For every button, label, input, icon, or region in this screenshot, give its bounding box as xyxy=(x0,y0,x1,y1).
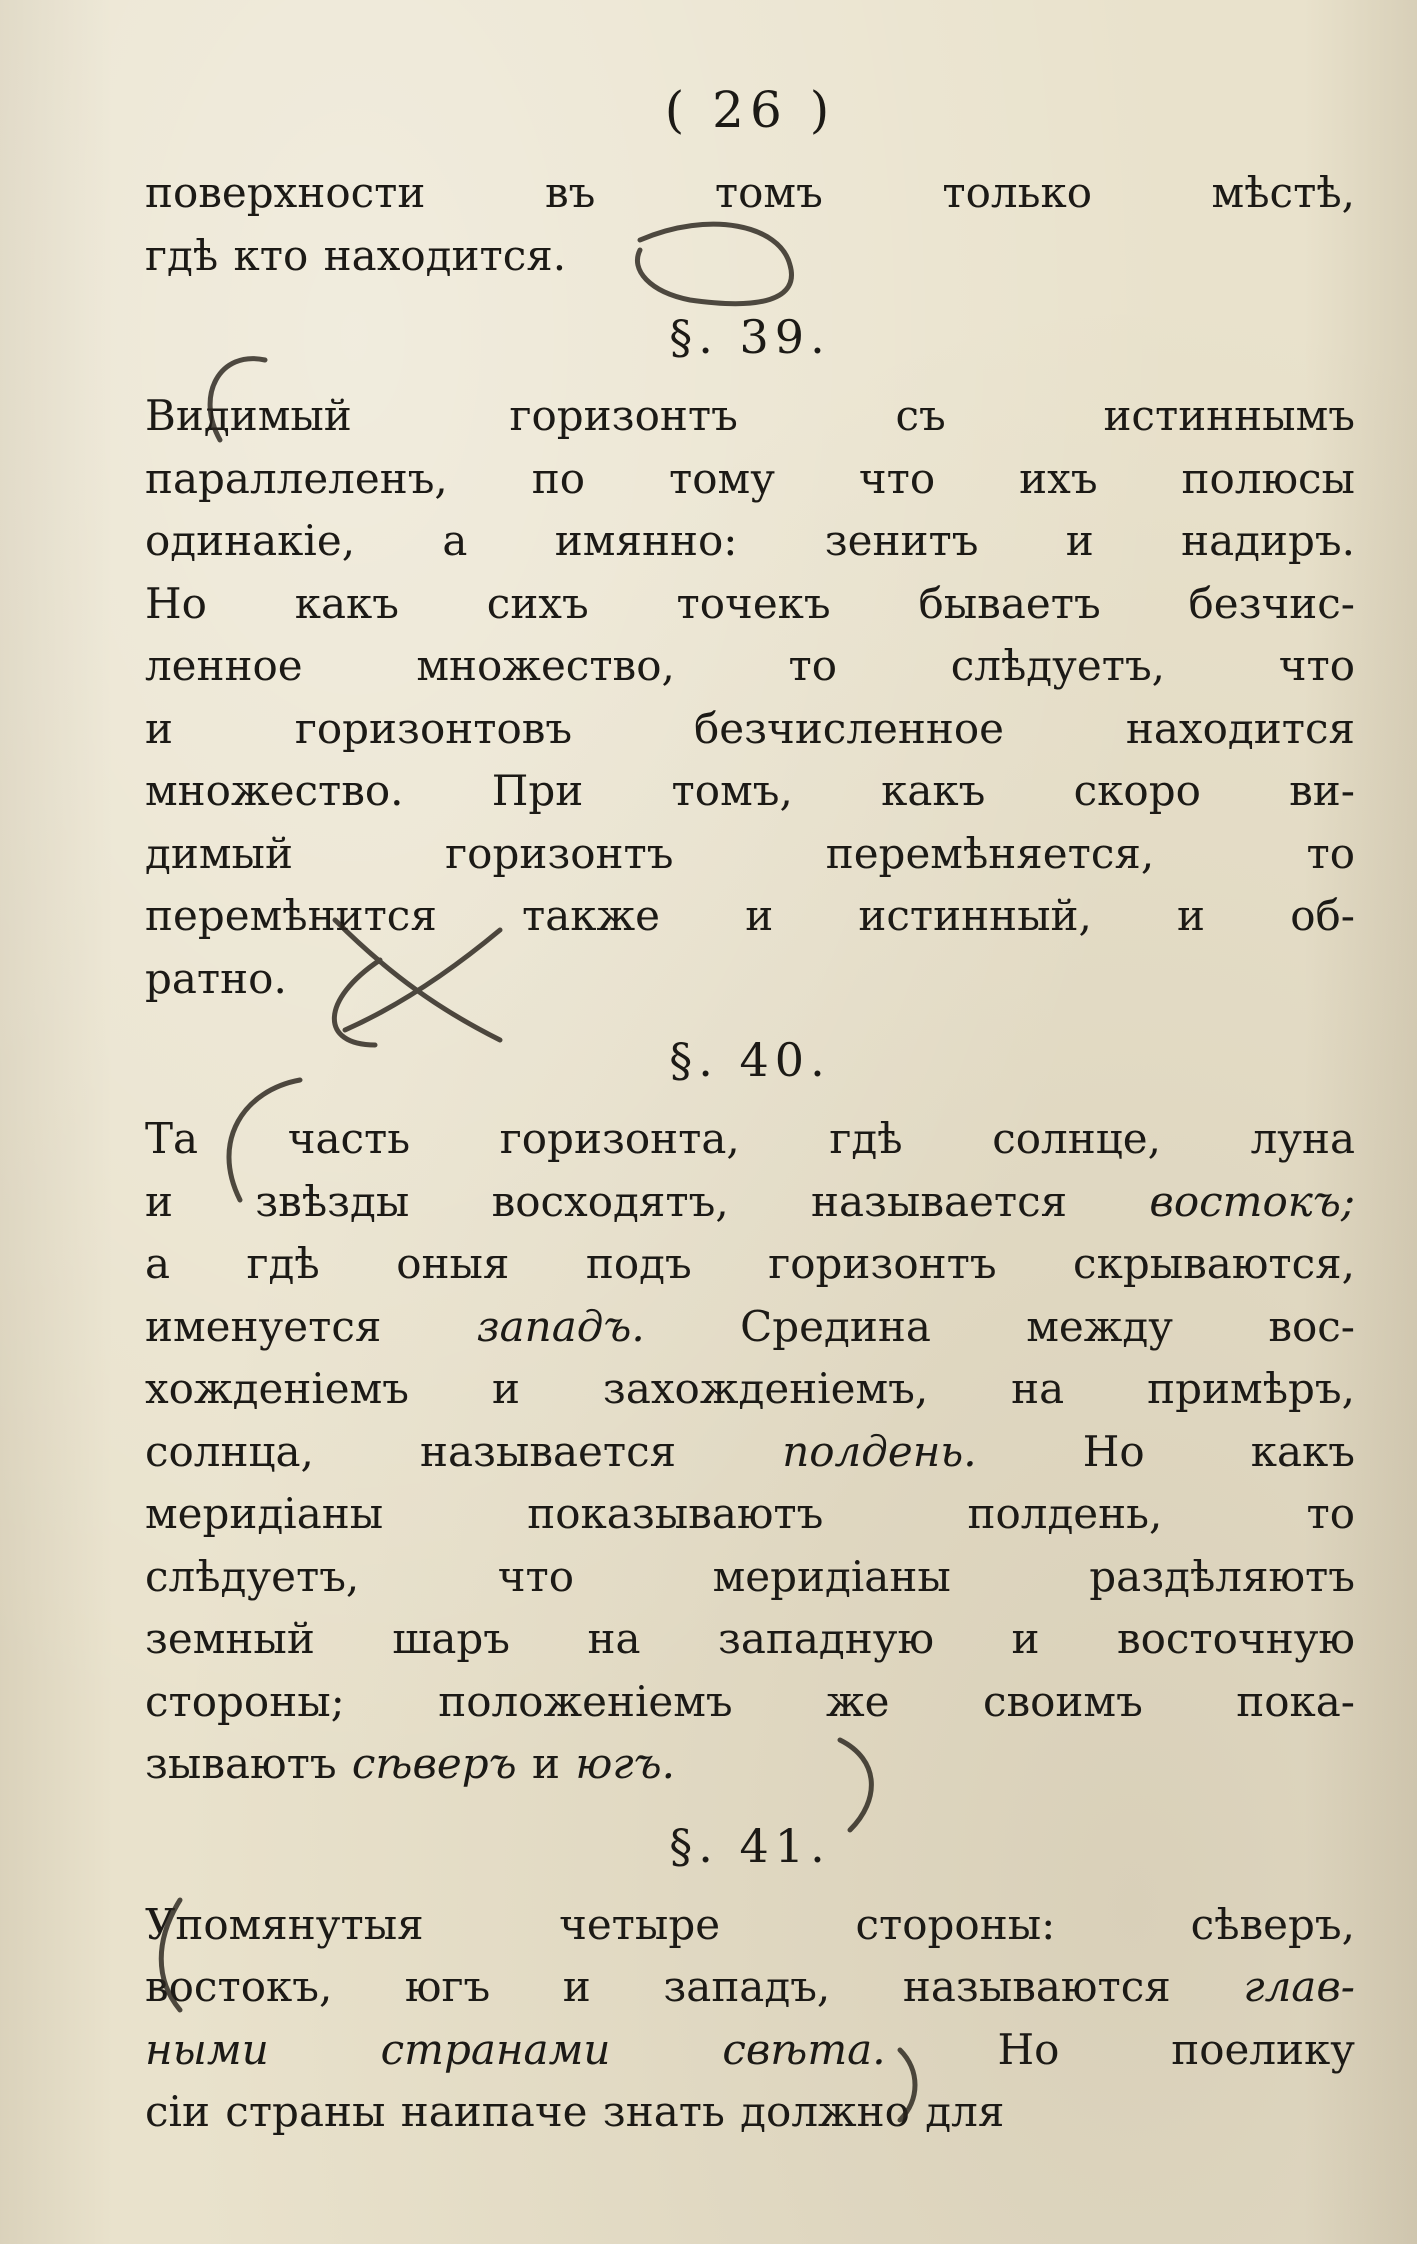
text-line xyxy=(145,1108,1355,1171)
text-segment: хожденіемъ и захожденіемъ, на примѣръ, xyxy=(145,1364,1355,1413)
text-segment: зываютъ xyxy=(145,1739,352,1788)
text-line xyxy=(145,635,1355,698)
text-segment: востокъ, югъ и западъ, называются xyxy=(145,1962,1244,2011)
text-line xyxy=(145,225,1355,288)
italic-term: востокъ; xyxy=(1149,1176,1355,1226)
text-segment: поверхности въ томъ только мѣстѣ, xyxy=(145,168,1355,217)
text-line xyxy=(145,1421,1355,1484)
text-segment: множество. При томъ, какъ скоро ви- xyxy=(145,766,1355,815)
text-line xyxy=(145,698,1355,761)
text-line xyxy=(145,162,1355,225)
text-segment: земный шаръ на западную и восточную xyxy=(145,1614,1355,1663)
paragraph xyxy=(145,385,1355,1010)
text-segment: димый горизонтъ перемѣняется, то xyxy=(145,828,1355,878)
text-segment: Видимый горизонтъ съ истиннымъ xyxy=(145,391,1355,440)
section-heading: §. 41. xyxy=(669,1818,831,1873)
text-line xyxy=(145,1296,1355,1359)
text-line xyxy=(145,510,1355,573)
italic-term: западъ. xyxy=(476,1301,645,1351)
text-line xyxy=(145,1894,1355,1957)
text-segment: слѣдуетъ, что меридіаны раздѣляютъ xyxy=(145,1551,1355,1601)
text-segment: Но какъ сихъ точекъ бываетъ безчис- xyxy=(145,578,1355,628)
text-segment: Та часть горизонта, гдѣ солнце, луна xyxy=(145,1114,1355,1163)
text-line xyxy=(145,448,1355,511)
text-segment: Но поелику xyxy=(885,2024,1355,2074)
text-line xyxy=(145,948,1355,1011)
text-line xyxy=(145,1546,1355,1609)
text-segment: Но какъ xyxy=(976,1426,1355,1476)
text-line xyxy=(145,1171,1355,1234)
text-line xyxy=(145,1956,1355,2019)
italic-term: глав- xyxy=(1243,1962,1355,2011)
text-line xyxy=(145,885,1355,948)
text-segment: Упомянутыя четыре стороны: сѣверъ, xyxy=(145,1899,1355,1949)
text-line xyxy=(145,760,1355,823)
page-content xyxy=(145,162,1355,2144)
text-segment: перемѣнится также и истинный, и об- xyxy=(145,891,1355,940)
text-line xyxy=(145,573,1355,636)
section-heading: §. 40. xyxy=(669,1033,831,1087)
text-segment: солнца, называется xyxy=(145,1426,783,1476)
text-segment: и звѣзды восходятъ, называется xyxy=(145,1176,1150,1226)
italic-term: сѣверъ xyxy=(351,1739,517,1788)
text-line xyxy=(145,1483,1355,1546)
text-line xyxy=(145,1233,1355,1296)
text-line xyxy=(145,1733,1355,1796)
paragraph xyxy=(145,1108,1355,1796)
paragraph xyxy=(145,162,1355,287)
italic-term: югъ. xyxy=(575,1739,675,1788)
text-line xyxy=(145,1358,1355,1421)
page-number: ( 26 ) xyxy=(664,81,836,139)
text-segment: стороны; положеніемъ же своимъ пока- xyxy=(145,1676,1355,1726)
text-segment: параллеленъ, по тому что ихъ полюсы xyxy=(145,453,1355,503)
text-line xyxy=(145,1608,1355,1671)
text-segment: одинакіе, а имянно: зенитъ и надиръ. xyxy=(145,516,1355,565)
text-line xyxy=(145,1671,1355,1734)
text-segment: именуется xyxy=(145,1301,477,1351)
text-segment: а гдѣ оныя подъ горизонтъ скрываются, xyxy=(145,1239,1355,1288)
text-line xyxy=(145,2019,1355,2082)
italic-term: ными странами свѣта. xyxy=(145,2024,886,2074)
text-line xyxy=(145,823,1355,886)
italic-term: полдень. xyxy=(782,1426,977,1476)
text-segment: ратно. xyxy=(145,953,287,1003)
section-heading: §. 39. xyxy=(669,310,831,364)
text-segment: сіи страны наипаче знать должно для xyxy=(145,2087,1005,2136)
text-line xyxy=(145,2081,1355,2144)
text-segment: ленное множество, то слѣдуетъ, что xyxy=(145,641,1355,690)
text-segment: и горизонтовъ безчисленное находится xyxy=(145,703,1355,753)
text-segment: меридіаны показываютъ полдень, то xyxy=(145,1489,1355,1538)
text-segment: Средина между вос- xyxy=(644,1301,1355,1351)
text-segment: и xyxy=(516,1739,576,1788)
paragraph xyxy=(145,1894,1355,2144)
text-line xyxy=(145,385,1355,448)
text-segment: гдѣ кто находится. xyxy=(145,230,567,280)
